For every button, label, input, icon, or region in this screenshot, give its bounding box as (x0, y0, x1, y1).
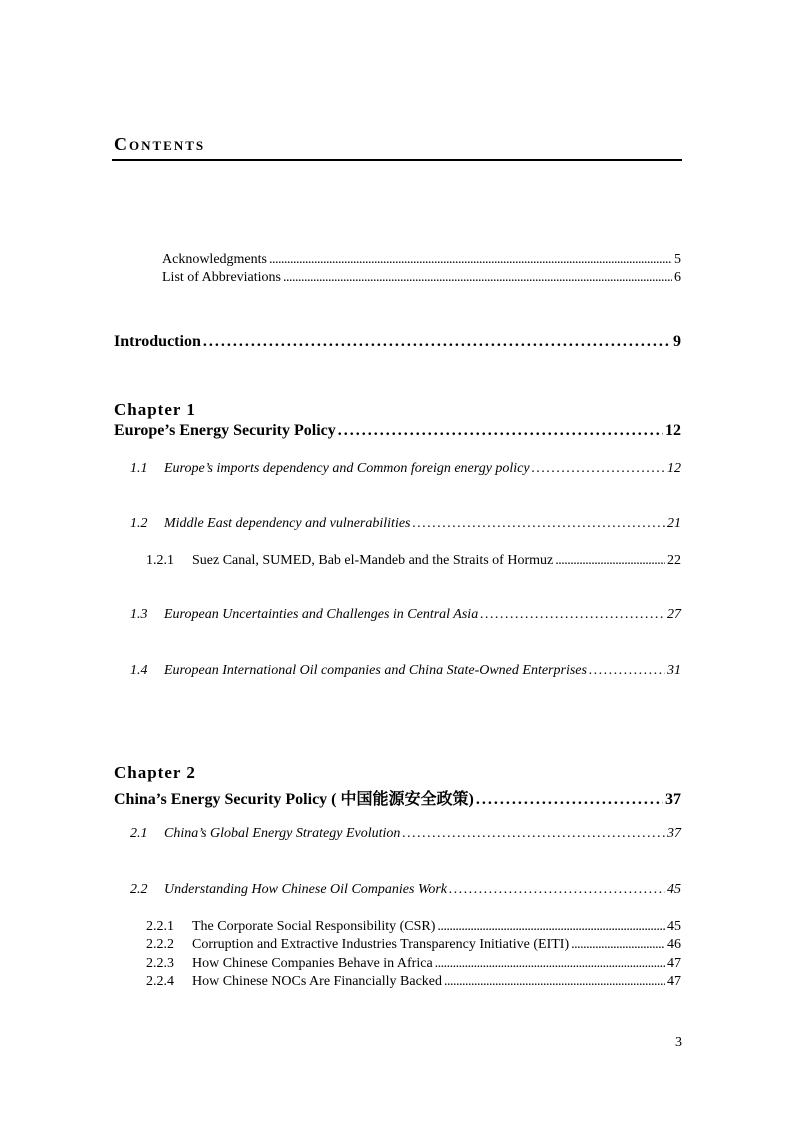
toc-entry-section[interactable] (130, 882, 681, 898)
toc-entry-section[interactable] (130, 826, 681, 842)
chapter-1-label: Chapter 1 (114, 400, 196, 419)
toc-entry-title: How Chinese Companies Behave in Africa (192, 956, 433, 971)
contents-heading: Contents (114, 134, 206, 154)
toc-entry-subsection[interactable] (146, 937, 681, 953)
toc-entry-page: 37 (665, 791, 681, 808)
dot-leader (269, 252, 672, 268)
dot-leader (571, 937, 665, 953)
toc-entry-chapter-2[interactable] (114, 786, 681, 809)
dot-leader (476, 791, 663, 809)
toc-entry-abbreviations[interactable] (162, 270, 681, 286)
section-number: 2.2.2 (146, 937, 174, 952)
toc-entry-acknowledgments[interactable] (162, 252, 681, 268)
toc-entry-page: 27 (667, 607, 681, 622)
toc-entry-page: 6 (674, 270, 681, 285)
dot-leader (444, 974, 665, 990)
toc-entry-page: 45 (667, 919, 681, 934)
toc-entry-page: 37 (667, 826, 681, 841)
toc-entry-title: China’s Global Energy Strategy Evolution (164, 826, 401, 841)
toc-entry-title: China’s Energy Security Policy ( 中国能源安全政策) (114, 791, 474, 808)
toc-entry-subsection[interactable] (146, 974, 681, 990)
section-number: 1.2 (130, 516, 148, 531)
section-number: 1.4 (130, 663, 148, 678)
toc-entry-title: European International Oil companies and China State-Owned Enterprises (164, 663, 587, 678)
dot-leader (402, 826, 665, 842)
page-number: 3 (675, 1035, 682, 1050)
section-number: 2.2.3 (146, 956, 174, 971)
dot-leader (338, 422, 663, 440)
toc-entry-page: 12 (665, 422, 681, 439)
toc-entry-section[interactable] (130, 607, 681, 623)
toc-entry-title: Introduction (114, 333, 201, 350)
toc-entry-page: 9 (673, 333, 681, 350)
toc-entry-title: Suez Canal, SUMED, Bab el-Mandeb and the Straits of Hormuz (192, 553, 554, 568)
toc-entry-title: Acknowledgments (162, 252, 267, 267)
toc-entry-page: 46 (667, 937, 681, 952)
toc-entry-title: European Uncertainties and Challenges in Central Asia (164, 607, 479, 622)
section-number: 2.2 (130, 882, 148, 897)
toc-entry-page: 12 (667, 461, 681, 476)
dot-leader (203, 333, 671, 351)
toc-entry-title: The Corporate Social Responsibility (CSR) (192, 919, 436, 934)
dot-leader (413, 516, 666, 532)
dot-leader (437, 919, 665, 935)
toc-entry-title: Corruption and Extractive Industries Transparency Initiative (EITI) (192, 937, 570, 952)
toc-entry-subsection[interactable] (146, 553, 681, 569)
section-number: 2.2.1 (146, 919, 174, 934)
toc-entry-section[interactable] (130, 516, 681, 532)
toc-entry-page: 45 (667, 882, 681, 897)
toc-entry-title: Europe’s imports dependency and Common foreign energy policy (164, 461, 530, 476)
toc-entry-page: 5 (674, 252, 681, 267)
dot-leader (449, 882, 665, 898)
section-number: 1.1 (130, 461, 148, 476)
toc-entry-title: How Chinese NOCs Are Financially Backed (192, 974, 443, 989)
toc-entry-title: Middle East dependency and vulnerabilities (164, 516, 411, 531)
toc-entry-title: Europe’s Energy Security Policy (114, 422, 336, 439)
toc-entry-page: 47 (667, 956, 681, 971)
dot-leader (589, 663, 665, 679)
toc-entry-section[interactable] (130, 461, 681, 477)
toc-entry-page: 47 (667, 974, 681, 989)
dot-leader (555, 553, 665, 569)
section-number: 2.1 (130, 826, 148, 841)
toc-entry-page: 21 (667, 516, 681, 531)
toc-entry-title: List of Abbreviations (162, 270, 281, 285)
dot-leader (435, 956, 665, 972)
toc-entry-chapter-1[interactable] (114, 422, 681, 440)
dot-leader (532, 461, 665, 477)
dot-leader (480, 607, 665, 623)
toc-entry-title: Understanding How Chinese Oil Companies Work (164, 882, 447, 897)
toc-entry-section[interactable] (130, 663, 681, 679)
section-number: 1.3 (130, 607, 148, 622)
dot-leader (283, 270, 672, 286)
chapter-2-label: Chapter 2 (114, 763, 196, 782)
section-number: 1.2.1 (146, 553, 174, 568)
section-number: 2.2.4 (146, 974, 174, 989)
heading-rule (112, 159, 682, 161)
toc-entry-subsection[interactable] (146, 956, 681, 972)
toc-entry-page: 31 (667, 663, 681, 678)
toc-entry-subsection[interactable] (146, 919, 681, 935)
toc-entry-page: 22 (667, 553, 681, 568)
toc-entry-introduction[interactable] (114, 333, 681, 351)
